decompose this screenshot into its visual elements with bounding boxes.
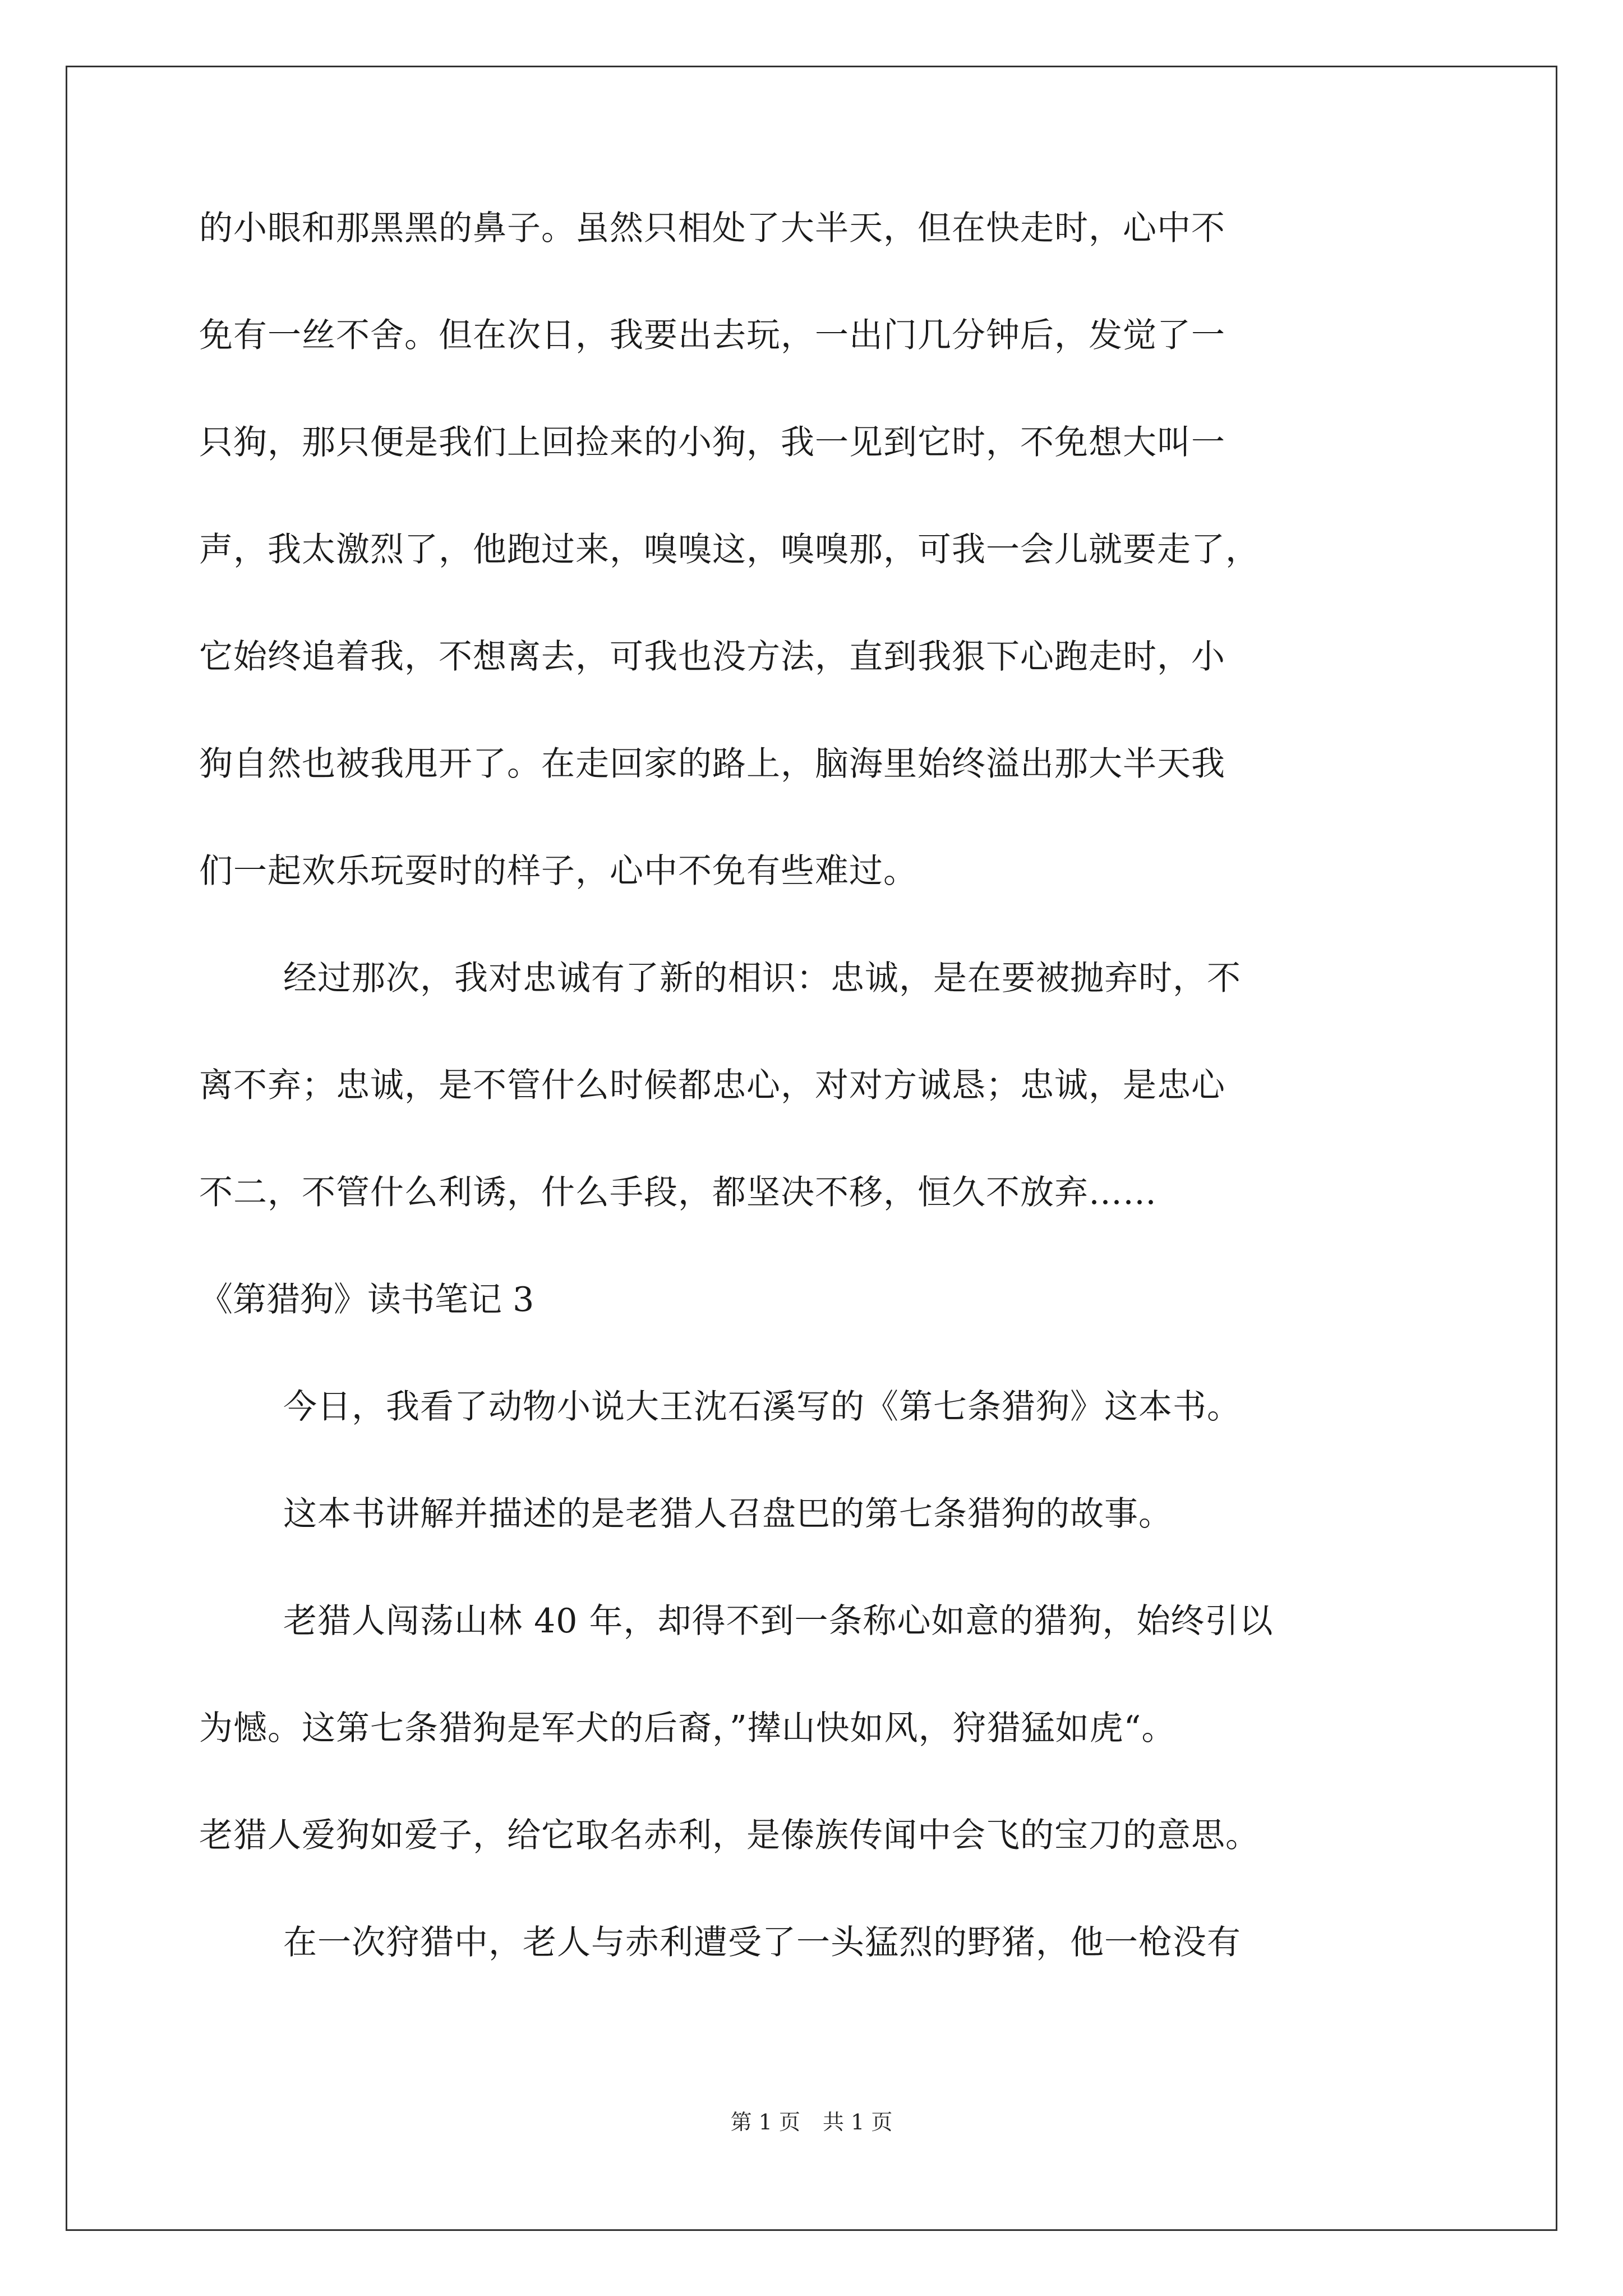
text-line: 狗自然也被我甩开了。在走回家的路上，脑海里始终溢出那大半天我 — [199, 744, 1225, 784]
text-line: 声，我太激烈了，他跑过来，嗅嗅这，嗅嗅那，可我一会儿就要走了， — [199, 530, 1260, 569]
text-line: 们一起欢乐玩耍时的样子，心中不免有些难过。 — [199, 852, 917, 891]
page-number-current: 第 1 页 — [730, 2110, 800, 2134]
text-line: 今日，我看了动物小说大王沈石溪写的《第七条猎狗》这本书。 — [283, 1387, 1241, 1427]
text-line: 不二，不管什么利诱，什么手段，都坚决不移，恒久不放弃…… — [199, 1173, 1157, 1212]
page-number-total: 共 1 页 — [823, 2110, 893, 2134]
text-line: 免有一丝不舍。但在次日，我要出去玩，一出门几分钟后，发觉了一 — [199, 316, 1225, 355]
text-line: 在一次狩猎中，老人与赤利遭受了一头猛烈的野猪，他一枪没有 — [283, 1923, 1241, 1962]
text-line: 经过那次，我对忠诚有了新的相识：忠诚，是在要被抛弃时，不 — [283, 959, 1241, 998]
text-line: 的小眼和那黑黑的鼻子。虽然只相处了大半天，但在快走时，心中不 — [199, 209, 1225, 248]
text-line: 为憾。这第七条猎狗是军犬的后裔，”撵山快如风，狩猎猛如虎“。 — [199, 1709, 1176, 1748]
text-line: 离不弃；忠诚，是不管什么时候都忠心，对对方诚恳；忠诚，是忠心 — [199, 1066, 1225, 1105]
text-line: 老猎人爱狗如爱子，给它取名赤利，是傣族传闻中会飞的宝刀的意思。 — [199, 1816, 1260, 1855]
page-footer — [0, 2105, 1623, 2136]
text-line: 老猎人闯荡山林 40 年，却得不到一条称心如意的猎狗，始终引以 — [283, 1602, 1274, 1641]
text-line: 只狗，那只便是我们上回捡来的小狗，我一见到它时，不免想大叫一 — [199, 423, 1225, 462]
text-line: 这本书讲解并描述的是老猎人召盘巴的第七条猎狗的故事。 — [283, 1494, 1173, 1534]
text-line: 它始终追着我，不想离去，可我也没方法，直到我狠下心跑走时，小 — [199, 637, 1225, 677]
section-heading: 《第猎狗》读书笔记 3 — [199, 1280, 534, 1319]
document-body — [199, 202, 1472, 2023]
